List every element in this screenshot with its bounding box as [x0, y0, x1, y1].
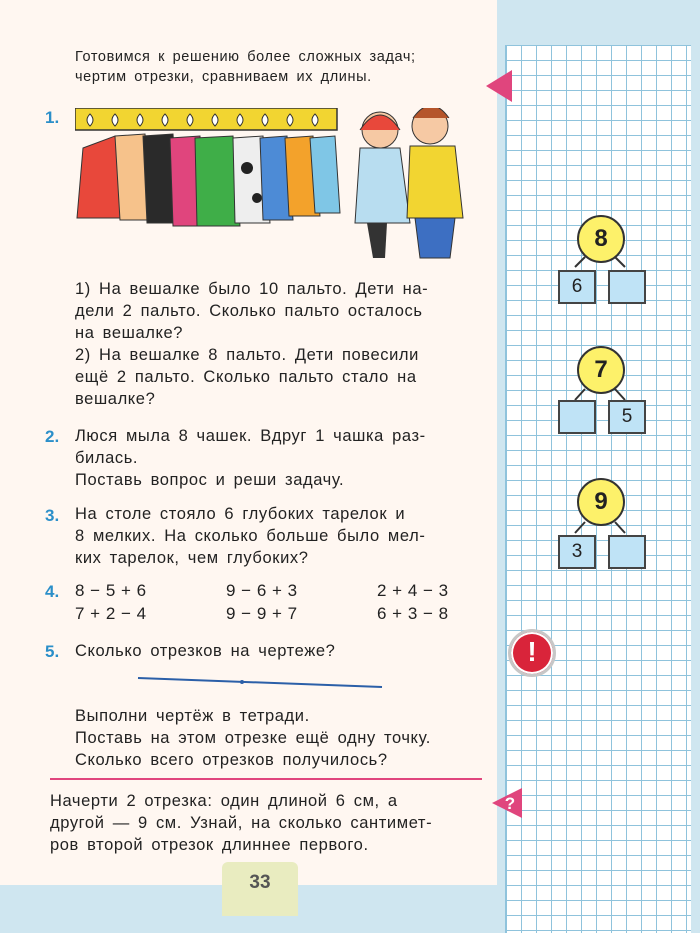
- task5-line: Сколько всего отрезков получилось?: [75, 751, 388, 769]
- expression: 2 + 4 − 3: [377, 581, 449, 600]
- house-top-number: 7: [577, 346, 625, 394]
- task-number-5: 5.: [45, 642, 60, 661]
- coat-rack-illustration: [75, 108, 480, 273]
- task1-text: [75, 278, 485, 410]
- task3-line: ких тарелок, чем глубоких?: [75, 549, 309, 567]
- extra-task-text: [50, 790, 485, 856]
- task3-line: На столе стояло 6 глубоких тарелок и: [75, 505, 406, 523]
- task5-question: Сколько отрезков на чертеже?: [75, 642, 336, 660]
- task1-line: дели 2 пальто. Сколько пальто осталось: [75, 302, 423, 320]
- task-number-1: 1.: [45, 108, 60, 127]
- task2-line: Поставь вопрос и реши задачу.: [75, 471, 345, 489]
- intro-line: Готовимся к решению более сложных задач;: [75, 49, 416, 65]
- task1-line: на вешалке?: [75, 324, 184, 342]
- house-top-number: 8: [577, 215, 625, 263]
- page-number: 33: [249, 872, 271, 893]
- task-number-4: 4.: [45, 582, 60, 601]
- alert-icon: !: [508, 629, 556, 677]
- expression: 6 + 3 − 8: [377, 604, 449, 623]
- task3-text: [75, 503, 485, 569]
- task1-line: 2) На вешалке 8 пальто. Дети повесили: [75, 346, 419, 364]
- task1-line: 1) На вешалке было 10 пальто. Дети на-: [75, 280, 429, 298]
- pink-marker-icon: [486, 70, 512, 102]
- intro-text: [75, 47, 485, 87]
- task5-text: [75, 705, 485, 771]
- task2-text: [75, 425, 485, 491]
- task3-line: 8 мелких. На сколько больше было мел-: [75, 527, 426, 545]
- expression: 8 − 5 + 6: [75, 581, 147, 600]
- expression: 7 + 2 − 4: [75, 604, 147, 623]
- segment-drawing: [130, 673, 390, 693]
- house-left-box: [558, 400, 596, 434]
- task5-line: Поставь на этом отрезке ещё одну точку.: [75, 729, 431, 747]
- house-top-number: 9: [577, 478, 625, 526]
- house-right-box: [608, 535, 646, 569]
- task1-line: вешалке?: [75, 390, 156, 408]
- extra-line: другой — 9 см. Узнай, на сколько сантимет-: [50, 814, 433, 832]
- task5-line: Выполни чертёж в тетради.: [75, 707, 310, 725]
- task2-line: Люся мыла 8 чашек. Вдруг 1 чашка раз-: [75, 427, 426, 445]
- house-right-box: [608, 270, 646, 304]
- task-number-3: 3.: [45, 506, 60, 525]
- section-divider: [50, 778, 482, 780]
- question-marker-icon: [492, 788, 526, 818]
- extra-line: Начерти 2 отрезка: один длиной 6 см, а: [50, 792, 398, 810]
- house-left-box: 6: [558, 270, 596, 304]
- intro-line: чертим отрезки, сравниваем их длины.: [75, 69, 372, 85]
- house-right-box: 5: [608, 400, 646, 434]
- task1-line: ещё 2 пальто. Сколько пальто стало на: [75, 368, 417, 386]
- house-left-box: 3: [558, 535, 596, 569]
- expression: 9 − 6 + 3: [226, 581, 298, 600]
- task2-line: билась.: [75, 449, 139, 467]
- extra-line: ров второй отрезок длиннее первого.: [50, 836, 369, 854]
- question-symbol: ?: [504, 794, 516, 813]
- expression: 9 − 9 + 7: [226, 604, 298, 623]
- task-number-2: 2.: [45, 427, 60, 446]
